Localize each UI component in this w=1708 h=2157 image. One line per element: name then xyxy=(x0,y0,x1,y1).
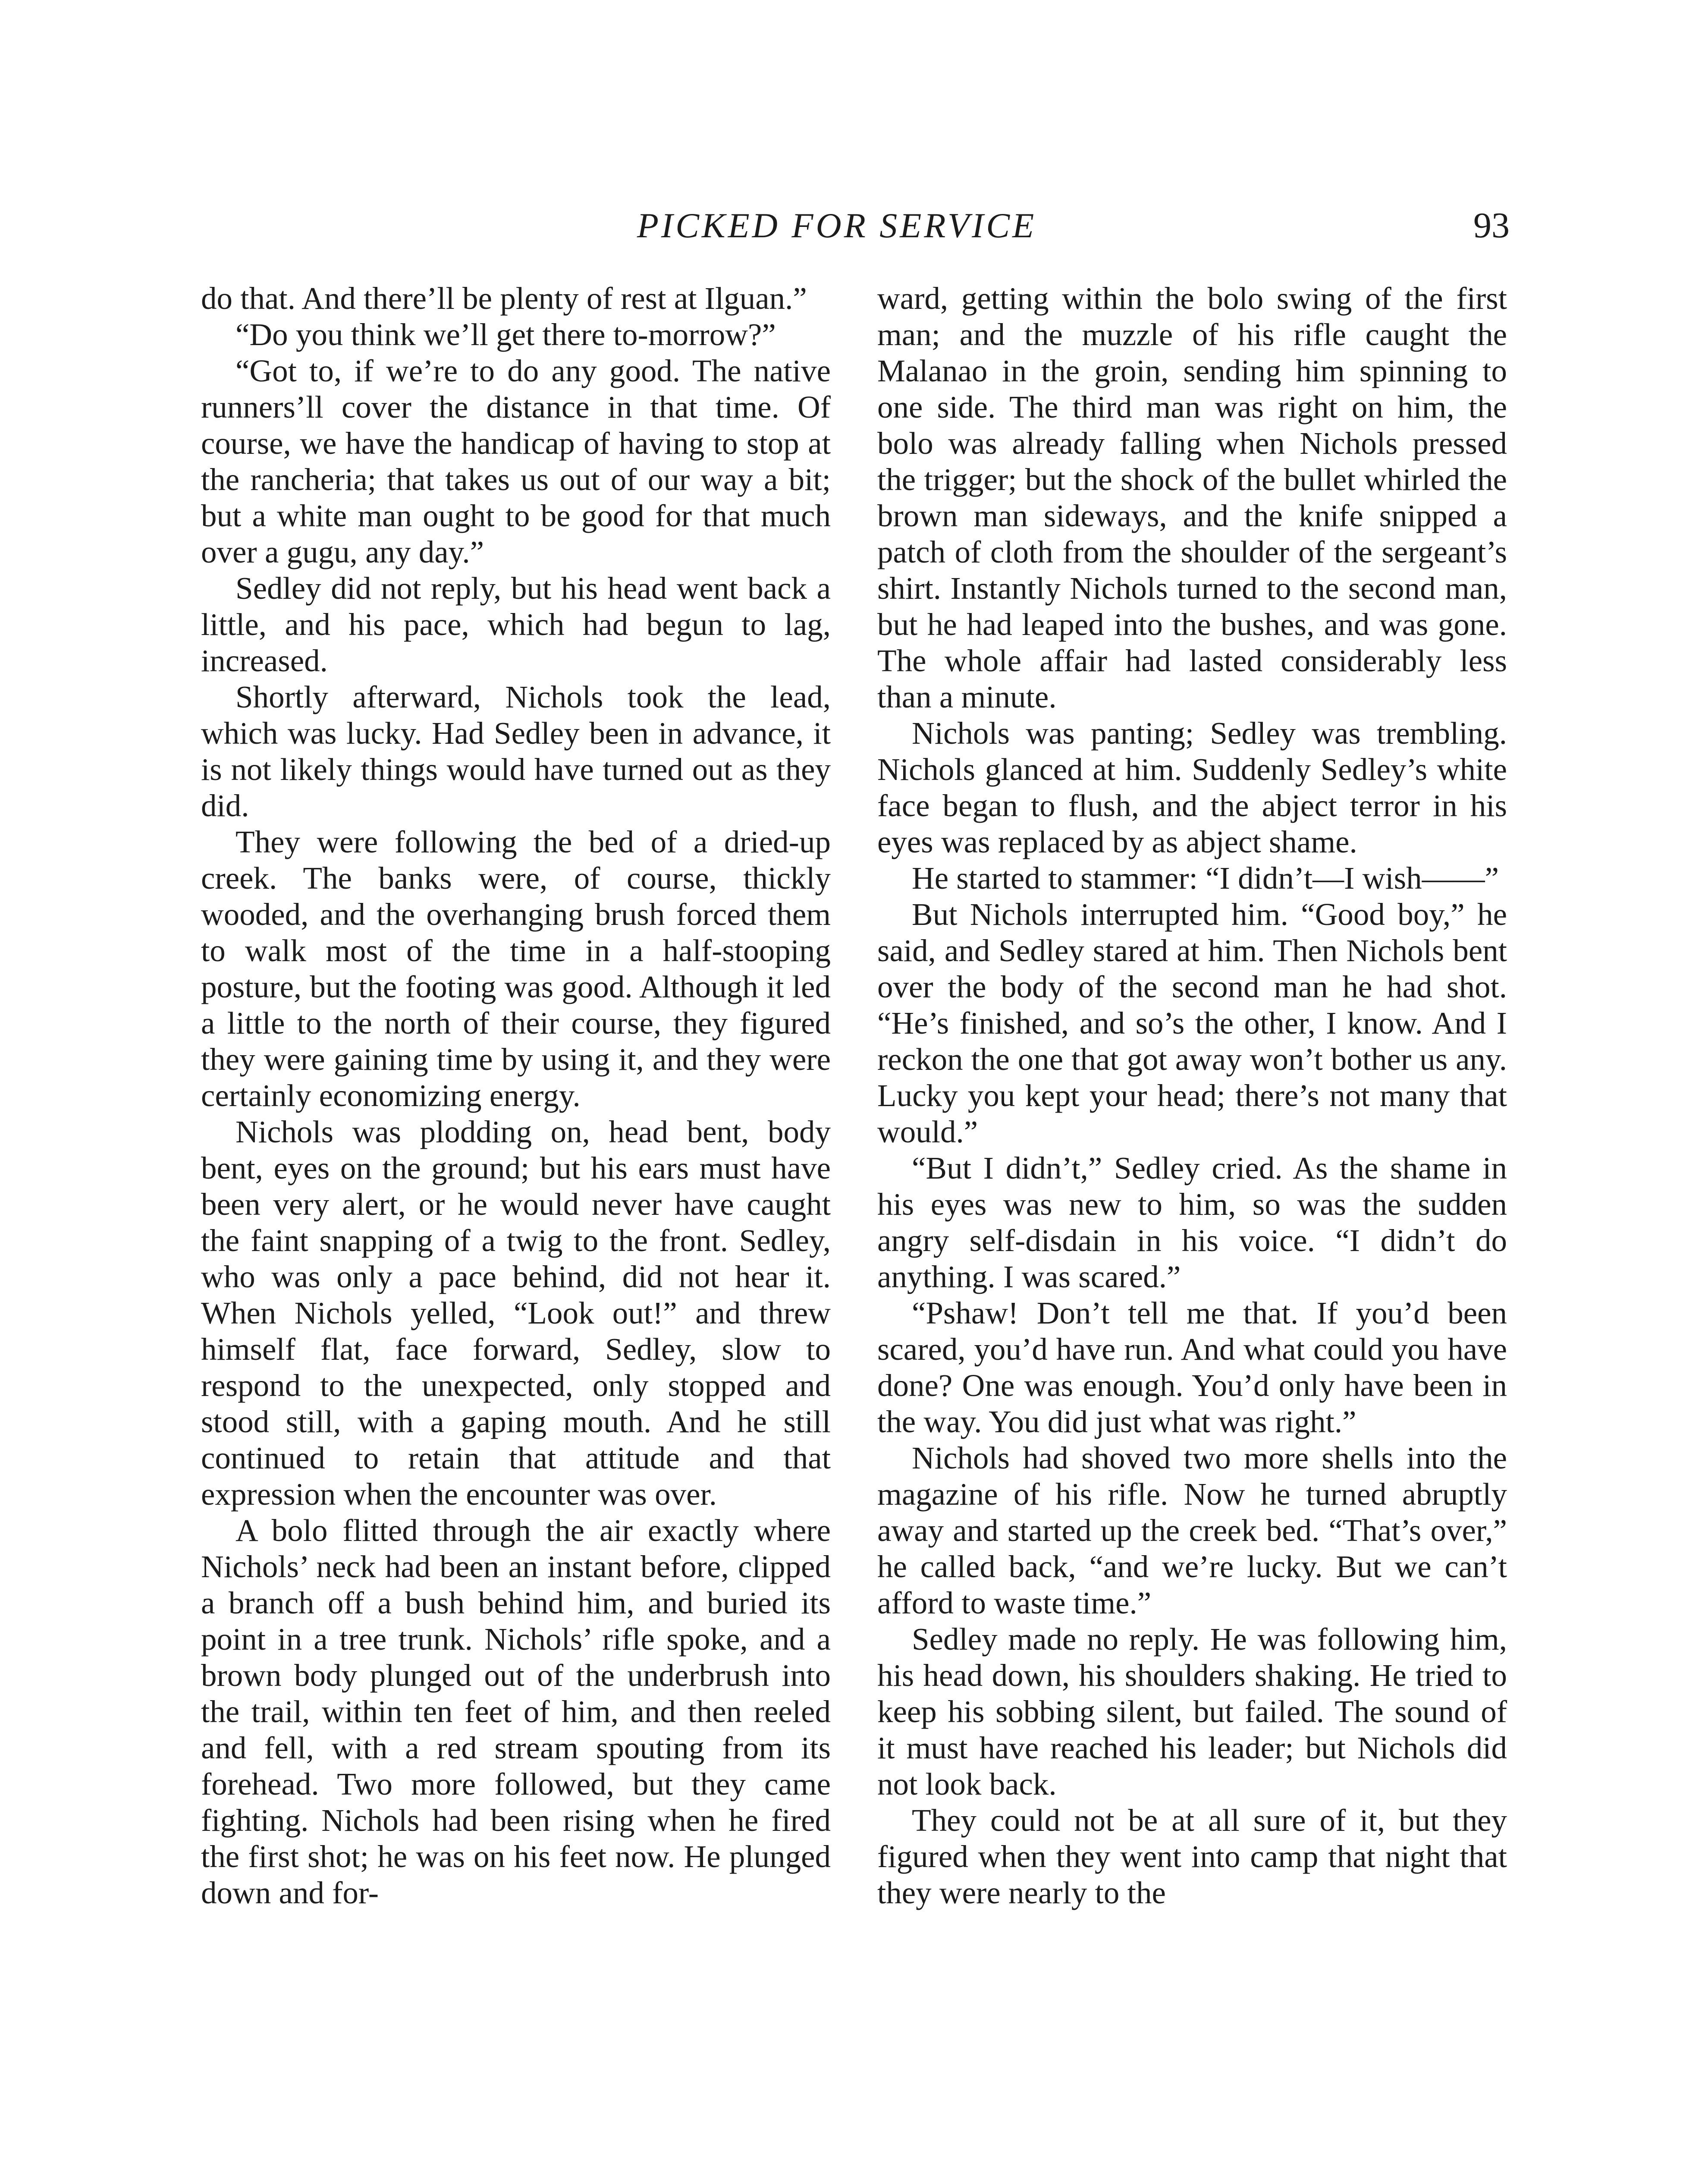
paragraph: They were following the bed of a dried-up creek. The banks were, of course, thickly wooded, and the overhanging brush forced them to walk most of the time in a half-stooping posture, but the footing was good. Although it led a little to the north of their course, they figured they were gaining time by using it, and they were certainly economizing energy. xyxy=(201,824,831,1113)
paragraph: do that. And there’ll be plenty of rest at Ilguan.” xyxy=(201,281,807,316)
running-title: PICKED FOR SERVICE xyxy=(637,206,1037,245)
right-column xyxy=(877,280,1507,1911)
running-header xyxy=(0,202,1708,249)
paragraph: Sedley did not reply, but his head went back a little, and his pace, which had begun to lag, increased. xyxy=(201,571,831,678)
paragraph: A bolo flitted through the air exactly where Nichols’ neck had been an instant before, clipped a branch off a bush behind him, and buried its point in a tree trunk. Nichols’ rifle spoke, and a brown body plunged out of the underbrush into the trail, within ten feet of him, and then reeled and fell, with a red stream spouting from its forehead. Two more followed, but they came fighting. Nichols had been rising when he fired the first shot; he was on his feet now. He plunged down and for- xyxy=(201,1513,831,1910)
paragraph: They could not be at all sure of it, but they figured when they went into camp that night that they were nearly to the xyxy=(877,1803,1507,1910)
paragraph: ward, getting within the bolo swing of the first man; and the muzzle of his rifle caught the Malanao in the groin, sending him spinning to one side. The third man was right on him, the bolo was already falling when Nichols pressed the trigger; but the shock of the bullet whirled the brown man sideways, and the knife snipped a patch of cloth from the shoulder of the sergeant’s shirt. Instantly Nichols turned to the second man, but he had leaped into the bushes, and was gone. The whole affair had lasted considerably less than a minute. xyxy=(877,281,1507,714)
paragraph: But Nichols interrupted him. “Good boy,” he said, and Sedley stared at him. Then Nichols bent over the body of the second man he had shot. “He’s finished, and so’s the other, I know. And I reckon the one that got away won’t bother us any. Lucky you kept your head; there’s not many that would.” xyxy=(877,897,1507,1149)
paragraph: Shortly afterward, Nichols took the lead, which was lucky. Had Sedley been in advance, it is not likely things would have turned out as they did. xyxy=(201,679,831,823)
paragraph: Nichols was panting; Sedley was trembling. Nichols glanced at him. Suddenly Sedley’s white face began to flush, and the abject terror in his eyes was replaced by as abject shame. xyxy=(877,716,1507,859)
left-column xyxy=(201,280,831,1911)
paragraph: “Do you think we’ll get there to-morrow?” xyxy=(235,317,776,352)
paragraph: “Pshaw! Don’t tell me that. If you’d been scared, you’d have run. And what could you have done? One was enough. You’d only have been in the way. You did just what was right.” xyxy=(877,1295,1507,1439)
paragraph: “Got to, if we’re to do any good. The native runners’ll cover the distance in that time. Of course, we have the handicap of having to stop at the rancheria; that takes us out of our way a bit; but a white man ought to be good for that much over a gugu, any day.” xyxy=(201,353,831,569)
paragraph: Nichols had shoved two more shells into the magazine of his rifle. Now he turned abruptly away and started up the creek bed. “That’s over,” he called back, “and we’re lucky. But we can’t afford to waste time.” xyxy=(877,1440,1507,1620)
page-number: 93 xyxy=(1473,205,1510,245)
paragraph: He started to stammer: “I didn’t—I wish——” xyxy=(912,861,1499,896)
paragraph: Nichols was plodding on, head bent, body bent, eyes on the ground; but his ears must have been very alert, or he would never have caught the faint snapping of a twig to the front. Sedley, who was only a pace behind, did not hear it. When Nichols yelled, “Look out!” and threw himself flat, face forward, Sedley, slow to respond to the unexpected, only stopped and stood still, with a gaping mouth. And he still continued to retain that attitude and that expression when the encounter was over. xyxy=(201,1114,831,1512)
paragraph: “But I didn’t,” Sedley cried. As the shame in his eyes was new to him, so was the sudden angry self-disdain in his voice. “I didn’t do anything. I was scared.” xyxy=(877,1151,1507,1294)
paragraph: Sedley made no reply. He was following him, his head down, his shoulders shaking. He tried to keep his sobbing silent, but failed. The sound of it must have reached his leader; but Nichols did not look back. xyxy=(877,1622,1507,1802)
